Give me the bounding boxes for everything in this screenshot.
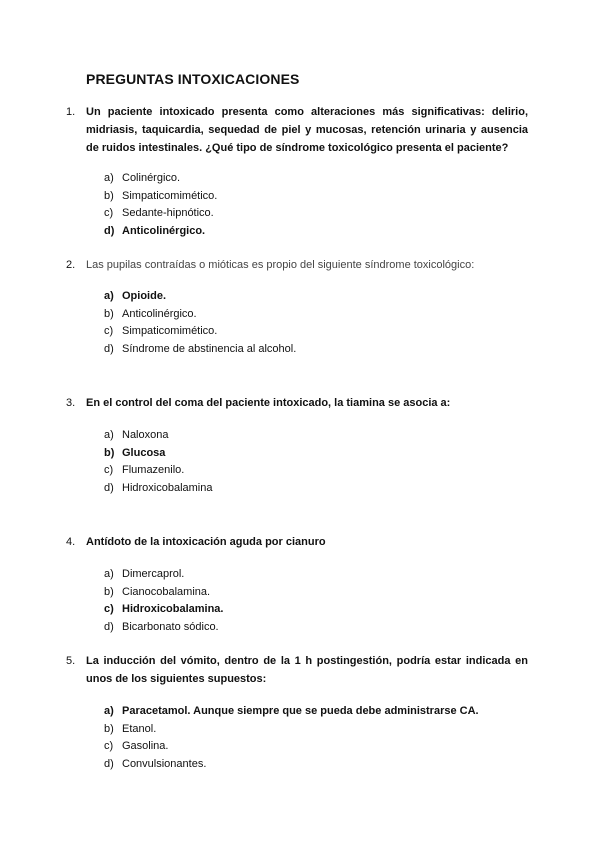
question-number: 4. <box>66 536 76 548</box>
question-text: Las pupilas contraídas o mióticas es propio del siguiente síndrome toxicológico: <box>86 259 475 271</box>
options-5 <box>104 703 479 773</box>
option-b-correct: b) Glucosa <box>104 446 166 459</box>
option-b: b) Etanol. <box>104 722 157 735</box>
option-c: c) Gasolina. <box>104 740 169 752</box>
option-c: c) Flumazenilo. <box>104 464 185 476</box>
option-d: d) Convulsionantes. <box>104 757 207 770</box>
option-d: d) Bicarbonato sódico. <box>104 620 219 633</box>
question-text: En el control del coma del paciente intoxicado, la tiamina se asocia a: <box>86 397 451 409</box>
option-c: c) Sedante-hipnótico. <box>104 207 214 219</box>
page-title: PREGUNTAS INTOXICACIONES <box>86 71 300 87</box>
question-number: 2. <box>66 259 76 271</box>
question-number: 3. <box>66 397 76 409</box>
options-2 <box>104 288 296 358</box>
option-d: d) Síndrome de abstinencia al alcohol. <box>104 342 297 355</box>
option-a-correct: a) Paracetamol. Aunque siempre que se pueda debe administrarse CA. <box>104 705 479 717</box>
option-a: a) Naloxona <box>104 429 169 441</box>
question-5 <box>66 652 528 688</box>
option-b: b) Simpaticomimético. <box>104 189 218 202</box>
option-b: b) Anticolinérgico. <box>104 307 197 320</box>
option-c-correct: c) Hidroxicobalamina. <box>104 603 224 615</box>
options-4 <box>104 566 223 636</box>
question-text: La inducción del vómito, dentro de la 1 h postingestión, podría estar indicada en unos de los siguientes supuestos: <box>86 655 528 685</box>
question-4 <box>66 533 528 551</box>
question-3 <box>66 394 528 412</box>
question-number: 1. <box>66 106 76 118</box>
option-d-correct: d) Anticolinérgico. <box>104 224 206 237</box>
option-a-correct: a) Opioide. <box>104 290 166 302</box>
option-a: a) Colinérgico. <box>104 172 181 184</box>
question-text: Antídoto de la intoxicación aguda por cianuro <box>86 536 326 548</box>
question-number: 5. <box>66 655 76 667</box>
options-3 <box>104 427 213 497</box>
options-1 <box>104 170 217 240</box>
question-2 <box>66 256 528 274</box>
option-b: b) Cianocobalamina. <box>104 585 211 598</box>
option-d: d) Hidroxicobalamina <box>104 481 213 494</box>
option-a: a) Dimercaprol. <box>104 568 185 580</box>
question-text: Un paciente intoxicado presenta como alteraciones más significativas: delirio, midriasis, taquicardia, sequedad de piel y mucosas, retención urinaria y ausencia de ruidos intestinales. ¿Qué tipo de síndrome toxicológico presenta el paciente? <box>86 106 528 154</box>
question-1 <box>66 103 528 157</box>
option-c: c) Simpaticomimético. <box>104 325 218 337</box>
